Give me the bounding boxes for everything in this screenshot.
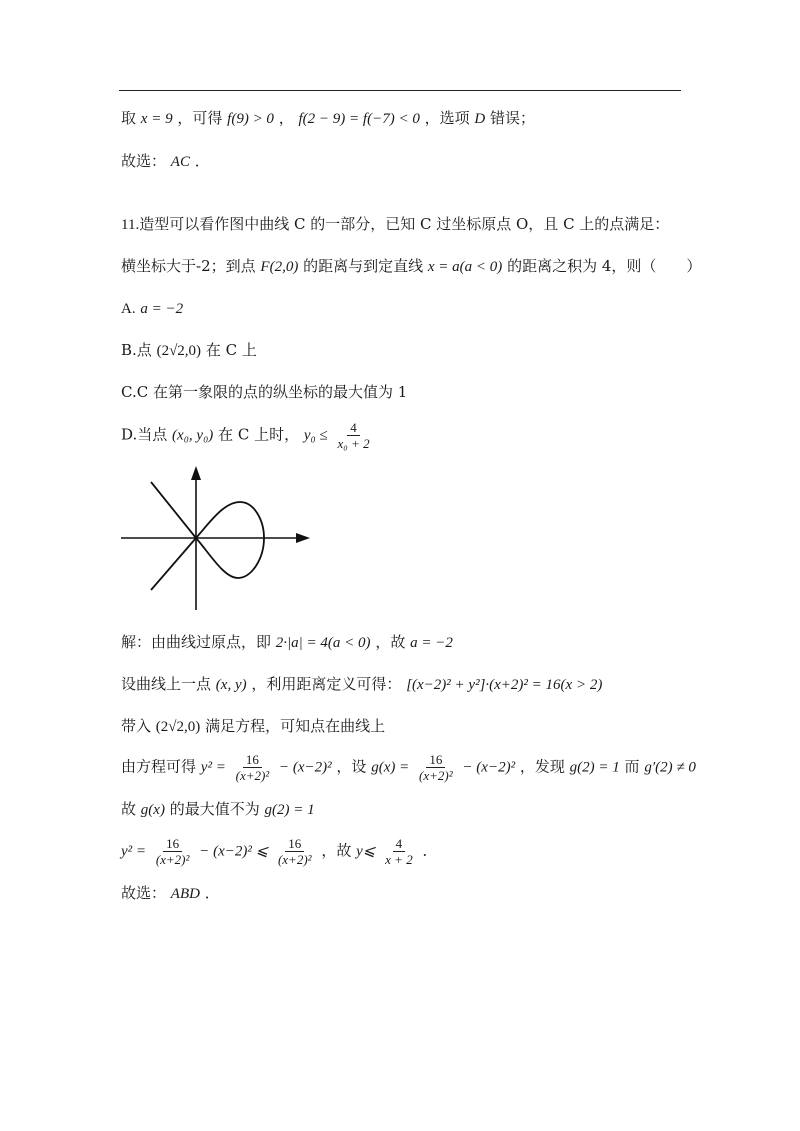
math: g(2) = 1 <box>569 759 620 776</box>
denominator: (x+2)² <box>277 852 312 867</box>
math: y² = <box>200 759 226 776</box>
numerator: 16 <box>163 836 182 852</box>
math: − (x−2)² <box>462 759 516 776</box>
option-label: D.当点 <box>121 425 168 444</box>
math: (x, y) <box>215 677 247 693</box>
math: y² = <box>121 843 147 860</box>
question-number: 11. <box>121 217 140 233</box>
math: F(2,0) <box>260 259 299 275</box>
text: 设曲线上一点 <box>121 675 212 693</box>
denominator: (x+2)² <box>235 768 270 783</box>
answer: ABD <box>170 886 200 902</box>
solution-line-6 <box>121 836 438 867</box>
denominator: x + 2 <box>385 852 413 867</box>
text: 满足方程，可知点在曲线上 <box>205 717 386 735</box>
text: 而 <box>624 757 640 776</box>
final-answer-line <box>121 883 220 904</box>
header-rule <box>119 90 681 91</box>
prev-answer-line <box>121 151 210 172</box>
text: 的距离之积为 4，则（ ） <box>507 257 702 275</box>
math: (2√2,0) <box>156 343 202 359</box>
option-a <box>121 298 183 319</box>
math: g(x) = <box>371 759 410 776</box>
answer: AC <box>170 154 190 170</box>
solution-line-3 <box>121 716 385 737</box>
math: (x₀, y₀) <box>172 427 214 444</box>
math: y₀ ≤ <box>303 427 328 444</box>
x-axis <box>121 533 310 543</box>
fraction <box>275 836 315 867</box>
option-label: A. <box>121 301 136 317</box>
math: D <box>474 111 486 127</box>
text: 横坐标大于-2；到点 <box>121 257 256 275</box>
numerator: 16 <box>285 836 304 852</box>
text: 造型可以看作图中曲线 C 的一部分，已知 C 过坐标原点 O，且 C 上的点满足： <box>139 215 670 233</box>
math: a = −2 <box>410 635 453 651</box>
upper-left-branch <box>151 482 196 538</box>
text: ． <box>194 152 210 170</box>
math: a = −2 <box>140 301 184 317</box>
text: 的最大值不为 <box>169 800 260 818</box>
math: x = a(a < 0) <box>427 259 503 275</box>
loop-curve <box>196 502 264 578</box>
text: ，利用距离定义可得： <box>251 675 402 693</box>
text: 解：由曲线过原点，即 <box>121 633 272 651</box>
text: 错误； <box>490 109 536 127</box>
curve-figure <box>118 462 318 614</box>
arrow-right-icon <box>296 533 310 543</box>
math: g(2) = 1 <box>264 802 315 818</box>
text: ，发现 <box>519 757 565 776</box>
math: x = 9 <box>140 111 173 127</box>
fraction <box>335 420 373 451</box>
text: ， <box>278 109 294 127</box>
text: 故 <box>121 800 137 818</box>
text: 在 C 上时， <box>218 425 300 444</box>
fraction <box>416 752 456 783</box>
text: 取 <box>121 109 137 127</box>
math: 2·|a| = 4(a < 0) <box>275 635 371 651</box>
numerator: 16 <box>426 752 445 768</box>
denominator: (x+2)² <box>419 768 453 783</box>
solution-line-5 <box>121 799 315 820</box>
text: 故选： <box>121 884 167 902</box>
text: ． <box>422 841 438 860</box>
option-label: C. <box>121 383 137 401</box>
option-b <box>121 340 257 361</box>
solution-line-4 <box>121 752 696 783</box>
text: 在 C 上 <box>205 341 257 359</box>
denominator: x₀ + 2 <box>337 436 370 451</box>
option-d <box>121 420 375 451</box>
math: f(2 − 9) = f(−7) < 0 <box>298 111 420 127</box>
text: 带入 <box>121 717 152 735</box>
text: ，故 <box>375 633 406 651</box>
text: 故选： <box>121 152 167 170</box>
math: f(9) > 0 <box>227 111 274 127</box>
numerator: 4 <box>393 836 406 852</box>
denominator: (x+2)² <box>155 852 190 867</box>
text: ，故 <box>321 841 352 860</box>
text: ，可得 <box>177 109 223 127</box>
fraction <box>153 836 193 867</box>
text: C 在第一象限的点的纵坐标的最大值为 1 <box>136 383 408 401</box>
numerator: 16 <box>243 752 262 768</box>
fraction <box>382 836 416 867</box>
arrow-up-icon <box>191 466 201 480</box>
text: ． <box>204 884 220 902</box>
text: 由方程可得 <box>121 757 197 776</box>
question-stem-line-2 <box>121 256 701 277</box>
math: g′(2) ≠ 0 <box>644 759 696 776</box>
fraction <box>233 752 273 783</box>
lower-left-branch <box>151 538 196 590</box>
option-c <box>121 382 407 402</box>
numerator: 4 <box>347 420 360 436</box>
option-label: B.点 <box>121 341 152 359</box>
solution-line-2 <box>121 674 602 695</box>
prev-solution-line-1 <box>121 108 535 129</box>
text: ，设 <box>336 757 367 776</box>
math: − (x−2)² <box>279 759 332 776</box>
solution-line-1 <box>121 632 453 653</box>
math: [(x−2)² + y²]·(x+2)² = 16(x > 2) <box>406 677 603 693</box>
text: ，选项 <box>424 109 470 127</box>
math: g(x) <box>140 802 165 818</box>
math: − (x−2)² ⩽ <box>199 843 269 860</box>
math: (2√2,0) <box>155 719 201 735</box>
text: 的距离与到定直线 <box>303 257 424 275</box>
question-stem-line-1 <box>121 214 669 235</box>
math: y⩽ <box>356 843 376 860</box>
